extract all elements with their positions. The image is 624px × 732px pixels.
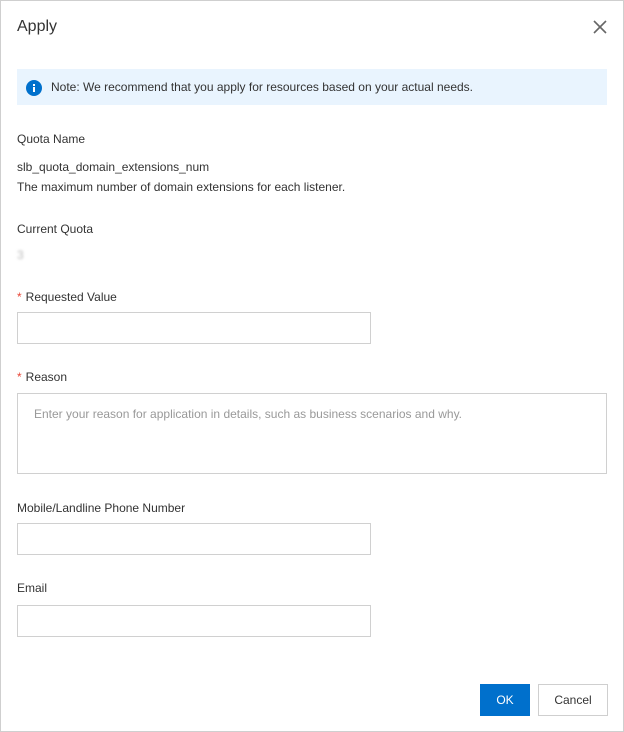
- reason-placeholder: Enter your reason for application in details, such as business scenarios and why.: [34, 407, 463, 421]
- required-mark: *: [17, 370, 22, 384]
- reason-label-text: Reason: [25, 370, 68, 384]
- current-quota-value: 3: [17, 248, 24, 262]
- quota-name-value: slb_quota_domain_extensions_num: [17, 160, 210, 174]
- requested-value-label: [17, 290, 117, 304]
- dialog-title: Apply: [17, 18, 58, 35]
- email-label: Email: [17, 581, 48, 595]
- close-icon[interactable]: [590, 17, 610, 37]
- requested-value-input[interactable]: [17, 312, 371, 344]
- email-input[interactable]: [17, 605, 371, 637]
- quota-name-label: Quota Name: [17, 132, 86, 146]
- reason-label: [17, 370, 67, 384]
- reason-textarea[interactable]: [17, 393, 607, 474]
- required-mark: *: [17, 290, 22, 304]
- ok-button[interactable]: OK: [480, 684, 530, 716]
- phone-label: Mobile/Landline Phone Number: [17, 501, 186, 515]
- note-banner: [17, 69, 607, 105]
- phone-input[interactable]: [17, 523, 371, 555]
- current-quota-label: Current Quota: [17, 222, 94, 236]
- cancel-button[interactable]: Cancel: [538, 684, 608, 716]
- note-text: Note: We recommend that you apply for resources based on your actual needs.: [51, 80, 474, 94]
- quota-description: The maximum number of domain extensions for each listener.: [17, 180, 346, 194]
- requested-value-label-text: Requested Value: [25, 290, 117, 304]
- info-icon: [26, 80, 42, 96]
